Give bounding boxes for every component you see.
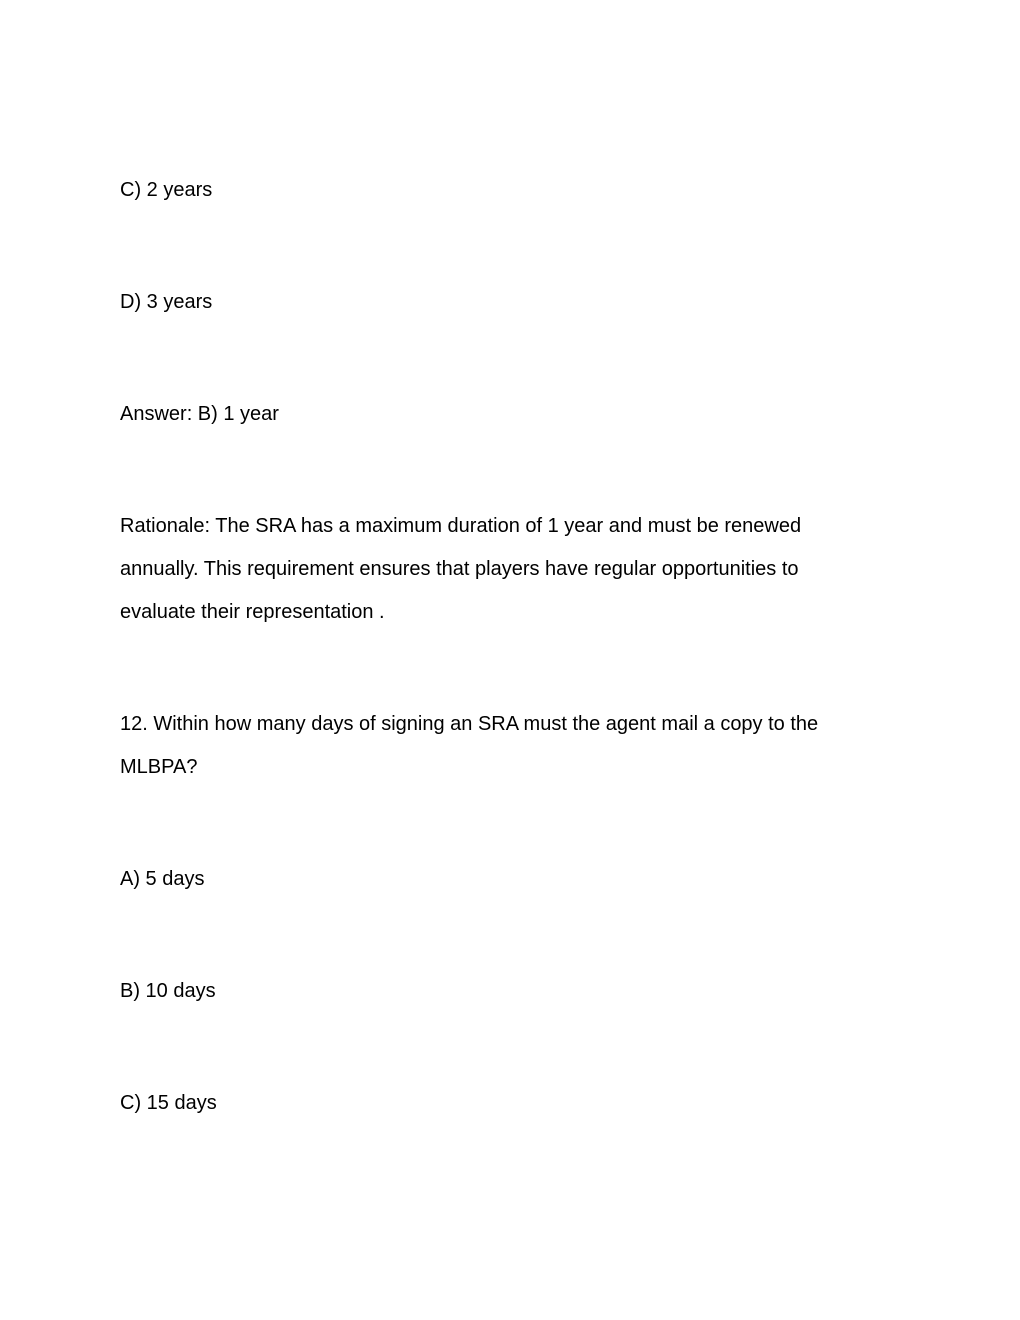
answer-line: Answer: B) 1 year <box>120 403 279 425</box>
option-a-5-days: A) 5 days <box>120 868 205 890</box>
option-c-15-days: C) 15 days <box>120 1092 217 1114</box>
rationale-line: evaluate their representation . <box>120 601 385 623</box>
option-d-3-years: D) 3 years <box>120 291 213 313</box>
question-line: 12. Within how many days of signing an SRA must the agent mail a copy to the <box>120 713 819 735</box>
option-c-2-years: C) 2 years <box>120 179 213 201</box>
question-12 <box>120 703 900 789</box>
option-b-10-days: B) 10 days <box>120 980 216 1002</box>
rationale-line: annually. This requirement ensures that players have regular opportunities to <box>120 558 799 580</box>
rationale-paragraph <box>120 505 900 634</box>
question-line: MLBPA? <box>120 756 198 778</box>
rationale-line: Rationale: The SRA has a maximum duration of 1 year and must be renewed <box>120 515 802 537</box>
